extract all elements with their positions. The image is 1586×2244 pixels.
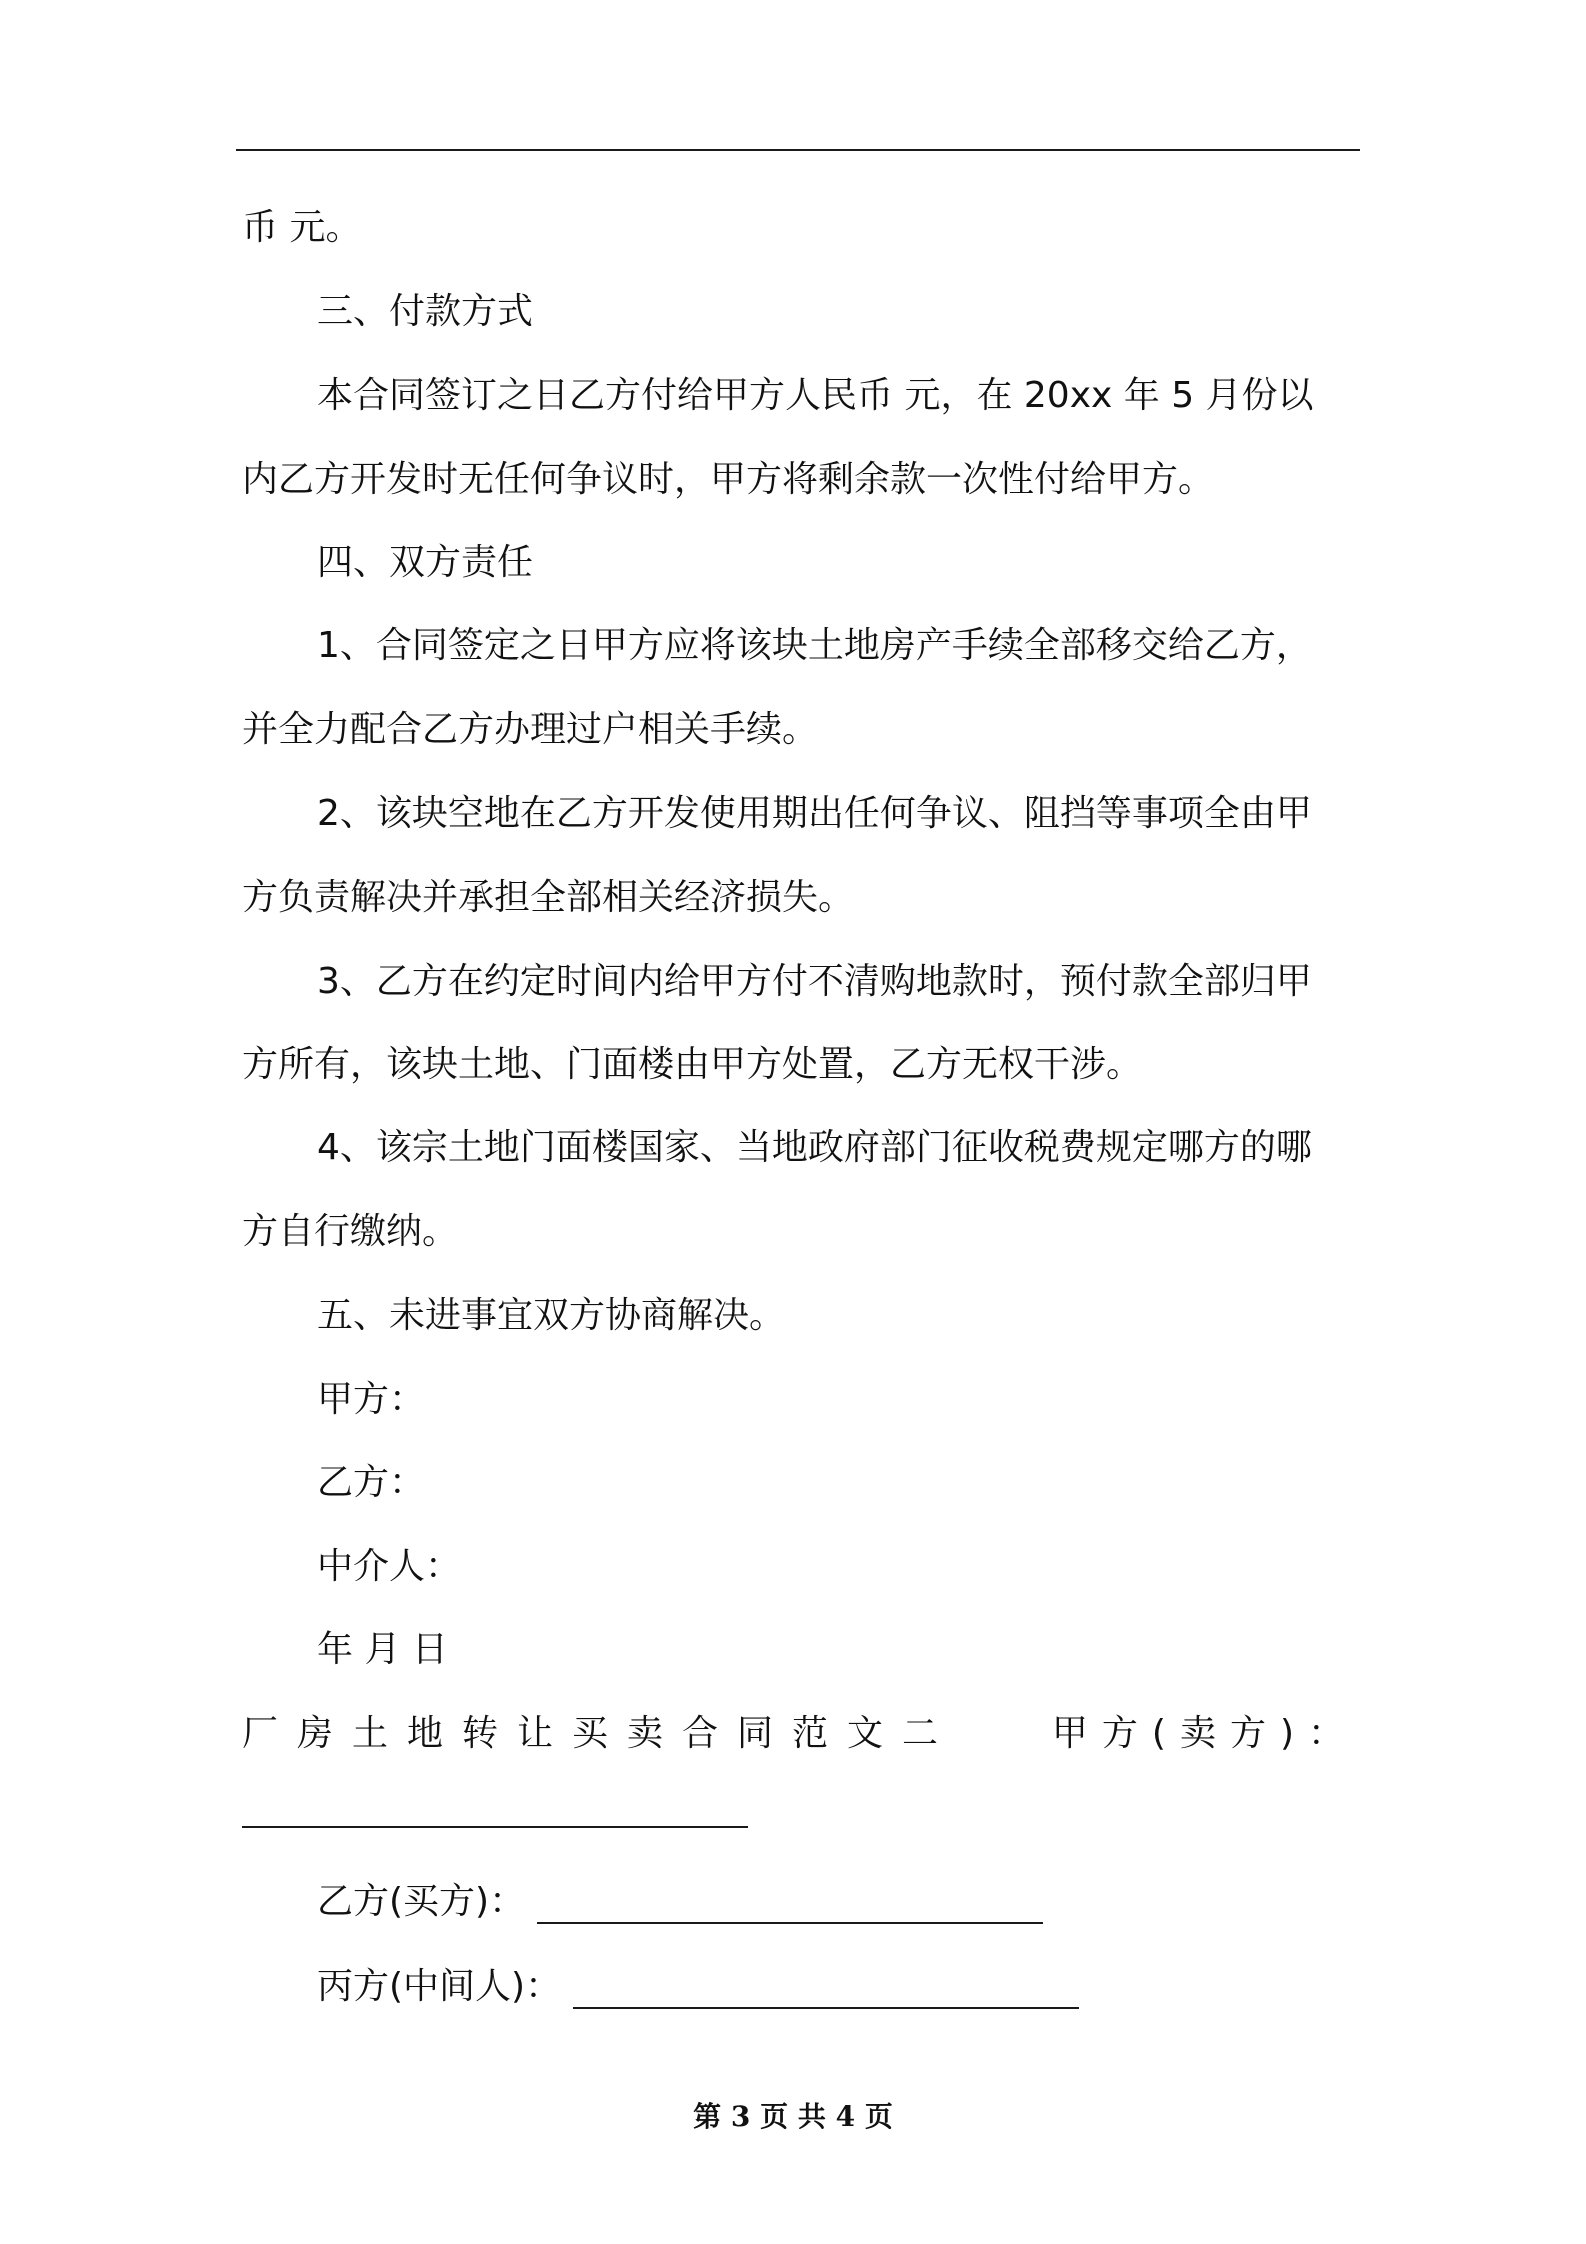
- section-heading: 三、付款方式: [317, 291, 534, 332]
- party-c-blank[interactable]: [573, 1973, 1079, 2009]
- party-a-blank[interactable]: [242, 1792, 748, 1828]
- contract-title: 厂房土地转让买卖合同范文二: [242, 1713, 958, 1754]
- paragraph-line: 方所有，该块土地、门面楼由甲方处置，乙方无权干涉。: [242, 1044, 1143, 1085]
- signature-date: 年 月 日: [317, 1629, 448, 1670]
- section-heading: 四、双方责任: [317, 542, 534, 583]
- signature-party-a: 甲方：: [317, 1379, 426, 1420]
- party-a-blank-row: [242, 1792, 748, 1828]
- paragraph-line: 3、乙方在约定时间内给甲方付不清购地款时，预付款全部归甲: [317, 961, 1312, 1002]
- page-number: 第 3 页 共 4 页: [693, 2100, 893, 2133]
- paragraph-line: 本合同签订之日乙方付给甲方人民币 元，在 20xx 年 5 月份以: [317, 375, 1314, 416]
- paragraph-line: 方自行缴纳。: [242, 1211, 459, 1252]
- paragraph-line: 4、该宗土地门面楼国家、当地政府部门征收税费规定哪方的哪: [317, 1127, 1312, 1168]
- header-rule: [236, 149, 1360, 151]
- party-c-intermediary-label: 丙方(中间人)：: [317, 1966, 562, 2007]
- party-b-buyer-label: 乙方(买方)：: [317, 1881, 526, 1922]
- party-c-row: [317, 1965, 1079, 2009]
- signature-party-b: 乙方：: [317, 1462, 426, 1503]
- party-b-row: [317, 1880, 1043, 1924]
- party-b-blank[interactable]: [537, 1888, 1043, 1924]
- paragraph-line: 1、合同签定之日甲方应将该块土地房产手续全部移交给乙方，: [317, 625, 1312, 666]
- contract-title-row: [242, 1712, 1358, 1756]
- paragraph-line: 方负责解决并承担全部相关经济损失。: [242, 877, 855, 918]
- section-heading: 五、未进事宜双方协商解决。: [317, 1295, 786, 1336]
- paragraph-line: 内乙方开发时无任何争议时，甲方将剩余款一次性付给甲方。: [242, 459, 1215, 500]
- paragraph-line: 2、该块空地在乙方开发使用期出任何争议、阻挡等事项全由甲: [317, 793, 1312, 834]
- party-a-seller-label: 甲方(卖方)：: [1051, 1713, 1358, 1754]
- paragraph-line: 并全力配合乙方办理过户相关手续。: [242, 709, 819, 750]
- paragraph-line: 币 元。: [242, 207, 362, 248]
- signature-intermediary: 中介人：: [317, 1546, 462, 1587]
